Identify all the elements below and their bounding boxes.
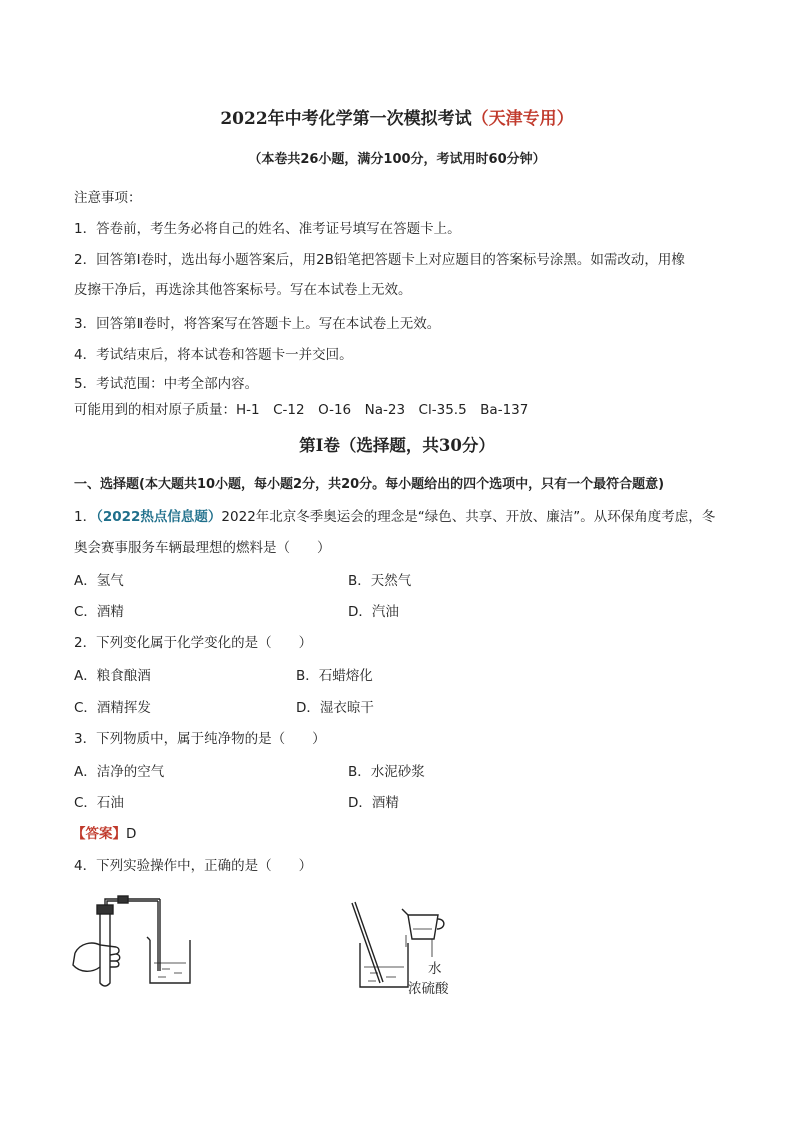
question-1-option-c[interactable]: C．酒精: [74, 604, 124, 620]
question-2-option-d[interactable]: D．湿衣晾干: [296, 700, 374, 716]
section-title: 第Ⅰ卷（选择题，共30分）: [299, 436, 495, 455]
exam-title-main: 2022年中考化学第一次模拟考试: [220, 109, 472, 129]
question-3-option-b[interactable]: B．水泥砂浆: [348, 764, 425, 780]
question-2-option-a[interactable]: A．粮食酿酒: [74, 668, 151, 684]
note-item-1: 1．答卷前，考生务必将自己的姓名、准考证号填写在答题卡上。: [74, 221, 461, 237]
question-2-text: 下列变化属于化学变化的是（ ）: [96, 635, 313, 651]
note-item-4: 4．考试结束后，将本试卷和答题卡一并交回。: [74, 347, 353, 363]
question-1-stem: [74, 505, 715, 525]
question-1-option-b[interactable]: B．天然气: [348, 573, 412, 589]
question-2-option-b[interactable]: B．石蜡熔化: [296, 668, 373, 684]
question-1-text: 2022年北京冬季奥运会的理念是“绿色、共享、开放、廉洁”。从环保角度考虑，冬: [221, 509, 716, 525]
question-3-text: 下列物质中，属于纯净物的是（ ）: [96, 731, 326, 747]
question-4-text: 下列实验操作中，正确的是（ ）: [96, 858, 313, 874]
figure-airtightness-check: [70, 895, 200, 995]
notes-heading: 注意事项：: [74, 190, 142, 206]
question-2-number: 2．: [74, 635, 97, 651]
note-item-5: 5．考试范围：中考全部内容。: [74, 376, 259, 392]
exam-subtitle: （本卷共26小题，满分100分，考试用时60分钟）: [248, 152, 546, 167]
question-3-option-a[interactable]: A．洁净的空气: [74, 764, 165, 780]
question-3-number: 3．: [74, 731, 97, 747]
question-1-option-a[interactable]: A．氢气: [74, 573, 124, 589]
exam-title-region: （天津专用）: [471, 109, 574, 129]
question-3-option-d[interactable]: D．酒精: [348, 795, 399, 811]
question-2-stem: [74, 631, 312, 651]
question-3-stem: [74, 727, 326, 747]
note-item-3: 3．回答第Ⅱ卷时，将答案写在答题卡上。写在本试卷上无效。: [74, 316, 441, 332]
atomic-masses: 可能用到的相对原子质量：H-1 C-12 O-16 Na-23 Cl-35.5 Ba-137: [74, 402, 529, 418]
question-1-option-d[interactable]: D．汽油: [348, 604, 399, 620]
exam-title: [0, 104, 794, 129]
question-1-stem-cont: 奥会赛事服务车辆最理想的燃料是（ ）: [74, 540, 331, 556]
answer-value: D: [126, 826, 137, 842]
question-2-option-c[interactable]: C．酒精挥发: [74, 700, 151, 716]
question-1-tag: （2022热点信息题）: [96, 509, 222, 525]
question-4-stem: [74, 854, 312, 874]
section-instruction: 一、选择题(本大题共10小题，每小题2分，共20分。每小题给出的四个选项中，只有一个最符合题意): [74, 477, 665, 492]
question-1-number: 1．: [74, 509, 97, 525]
figure-label-water: 水: [428, 961, 442, 977]
question-3-answer: [72, 822, 136, 842]
question-3-option-c[interactable]: C．石油: [74, 795, 124, 811]
note-item-2-cont: 皮擦干净后，再选涂其他答案标号。写在本试卷上无效。: [74, 282, 412, 298]
answer-label: 【答案】: [72, 826, 126, 842]
note-item-2: 2．回答第Ⅰ卷时，选出每小题答案后，用2B铅笔把答题卡上对应题目的答案标号涂黑。如需改动，用橡: [74, 252, 685, 268]
figure-label-sulfuric-acid: 浓硫酸: [408, 981, 449, 997]
question-4-number: 4．: [74, 858, 97, 874]
figure-acid-dilution: [346, 895, 466, 995]
